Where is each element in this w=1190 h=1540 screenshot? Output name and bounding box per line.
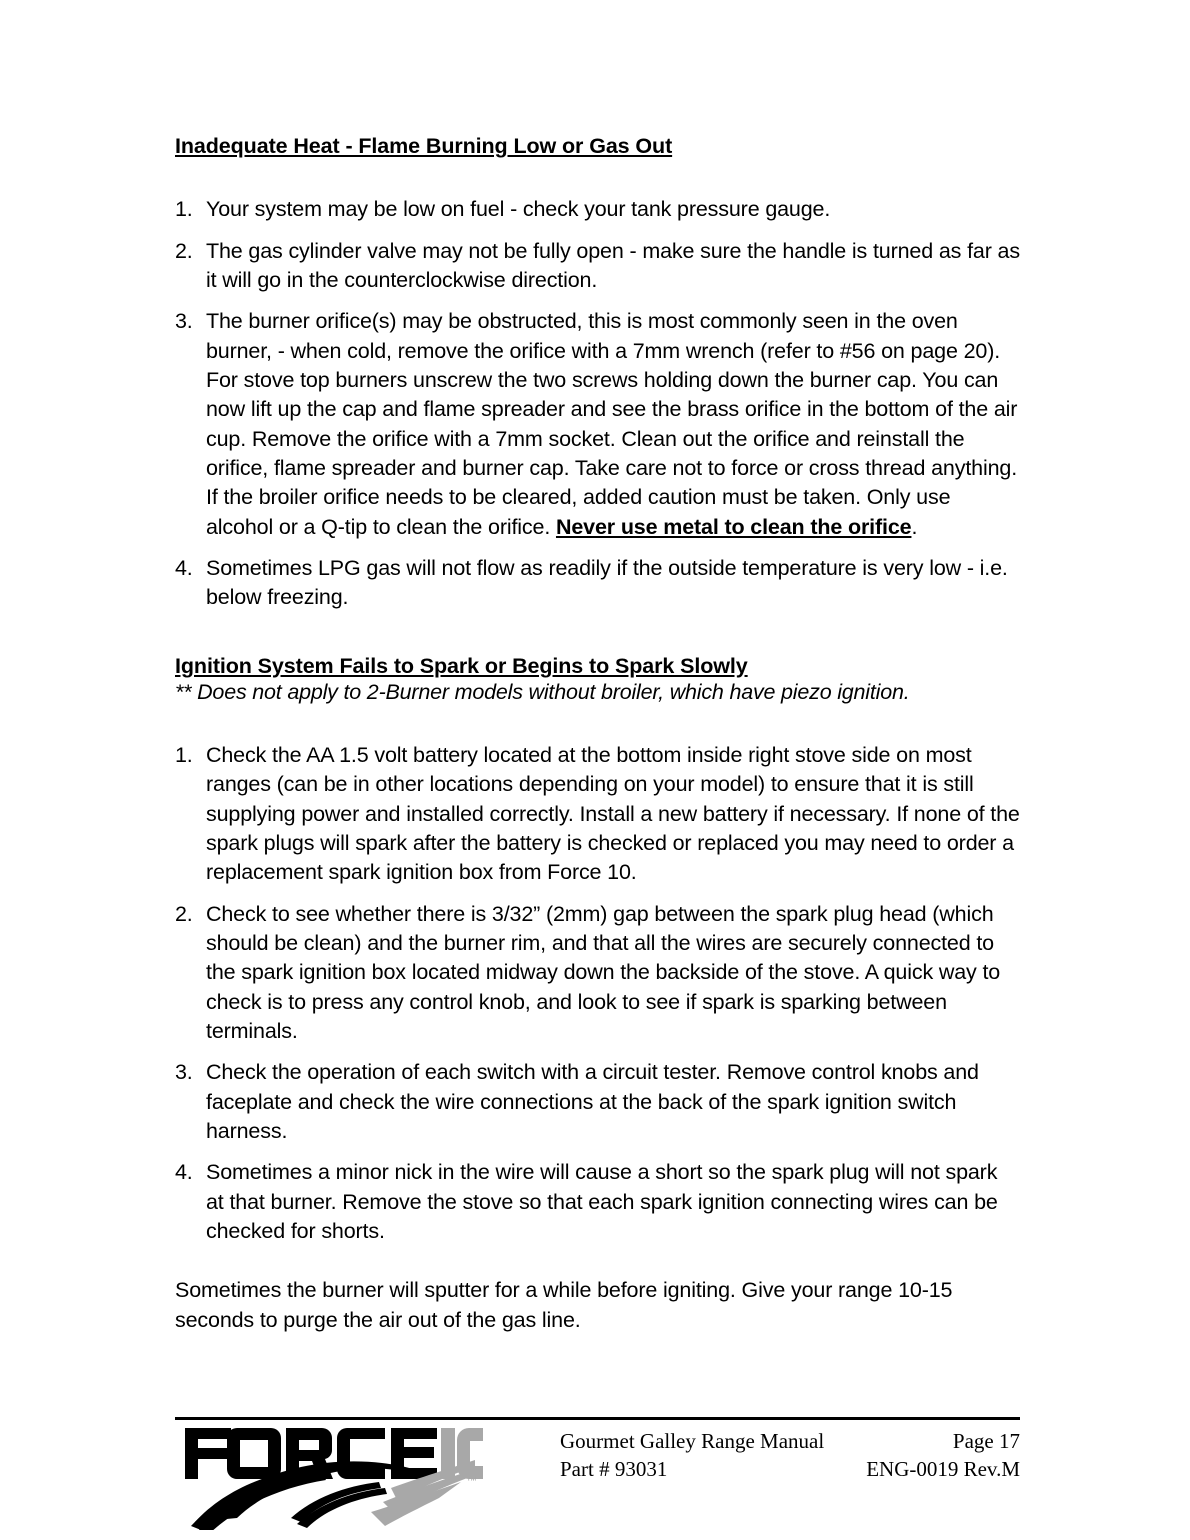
troubleshooting-list-inadequate-heat [175,195,1020,612]
list-item [175,307,1020,542]
list-item-text: The burner orifice(s) may be obstructed, this is most commonly seen in the oven burner, - when cold, remove the orifice with a 7mm wrench (refer to #56 on page 20). For stove top burners unscrew the two screws holding down the burner cap. You can now lift up the cap and flame spreader and see the brass orifice in the bottom of the air cup. Remove the orifice with a 7mm socket. Clean out the orifice and reinstall the orifice, flame spreader and burner cap. Take care not to force or cross thread anything. If the broiler orifice needs to be cleared, added caution must be taken. Only use alcohol or a Q-tip to clean the orifice. [206,309,1018,539]
troubleshooting-list-ignition-system [175,741,1020,1247]
force-10-logo-graphic [183,1426,483,1530]
list-item-number: 2. [175,901,193,926]
list-item-number: 1. [175,197,193,222]
spacer [175,707,1020,741]
list-item-text: Check to see whether there is 3/32” (2mm) gap between the spark plug head (which should be clean) and the burner rim, and that all the wires are securely connected to the spark ignition box located midway down the backside of the stove. A quick way to check is to press any control knob, and look to see if spark is sparking between terminals. [206,901,1001,1043]
list-item-text-tail: . [911,514,918,539]
list-item-number: 1. [175,742,193,767]
closing-paragraph: Sometimes the burner will sputter for a while before igniting. Give your range 10-15 seconds to purge the air out of the gas line. [175,1278,953,1332]
document-content [175,133,1020,1335]
section-note-piezo-ignition: ** Does not apply to 2-Burner models without broiler, which have piezo ignition. [175,679,910,704]
list-item [175,1058,1020,1146]
list-item-number: 4. [175,556,193,580]
list-item [175,1158,1020,1246]
document-code: ENG-0019 Rev.M [866,1456,1020,1481]
list-item-number: 3. [175,309,193,334]
spacer [175,159,1020,195]
list-item [175,741,1020,888]
list-item-text: Check the operation of each switch with a circuit tester. Remove control knobs and faceplate and check the wire connections at the back of the spark ignition switch harness. [206,1060,979,1143]
footer-row-top [560,1428,1020,1456]
list-item-text: Check the AA 1.5 volt battery located at the bottom inside right stove side on most ranges (can be in other locations depending on your model) to ensure that it is still supplying power and installed correctly. Install a new battery if necessary. If none of the spark plugs will spark after the battery is checked or replaced you may need to order a replacement spark ignition box from Force 10. [206,742,1020,885]
footer-text-block [560,1428,1020,1483]
list-item-number: 4. [175,1160,193,1185]
spacer [175,1246,1020,1276]
list-item [175,237,1020,296]
page-footer [175,1417,1020,1530]
spacer [175,613,1020,653]
list-item-text: Sometimes LPG gas will not flow as readily if the outside temperature is very low - i.e. below freezing. [206,556,1008,610]
list-item [175,900,1020,1047]
part-number: Part # 93031 [560,1456,668,1481]
trademark-icon: ™ [466,1475,477,1487]
list-item-text: Your system may be low on fuel - check your tank pressure gauge. [206,197,831,222]
list-item-text: The gas cylinder valve may not be fully open - make sure the handle is turned as far as it will go in the counterclockwise direction. [206,238,1020,292]
force-10-logo [183,1426,483,1530]
list-item [175,554,1020,613]
manual-title: Gourmet Galley Range Manual [560,1429,825,1453]
list-item [175,195,1020,224]
footer-row-bottom [560,1456,1020,1484]
page-number: Page 17 [952,1429,1020,1453]
warning-emphasis-never-use-metal: Never use metal to clean the orifice [555,514,912,539]
list-item-text: Sometimes a minor nick in the wire will cause a short so the spark plug will not spark at that burner. Remove the stove so that each spark ignition connecting wires can be checked for shorts. [206,1160,998,1243]
section-heading-ignition-system: Ignition System Fails to Spark or Begins to Spark Slowly [175,653,748,678]
section-heading-inadequate-heat: Inadequate Heat - Flame Burning Low or Gas Out [175,134,673,158]
list-item-number: 2. [175,238,193,263]
list-item-number: 3. [175,1060,193,1085]
